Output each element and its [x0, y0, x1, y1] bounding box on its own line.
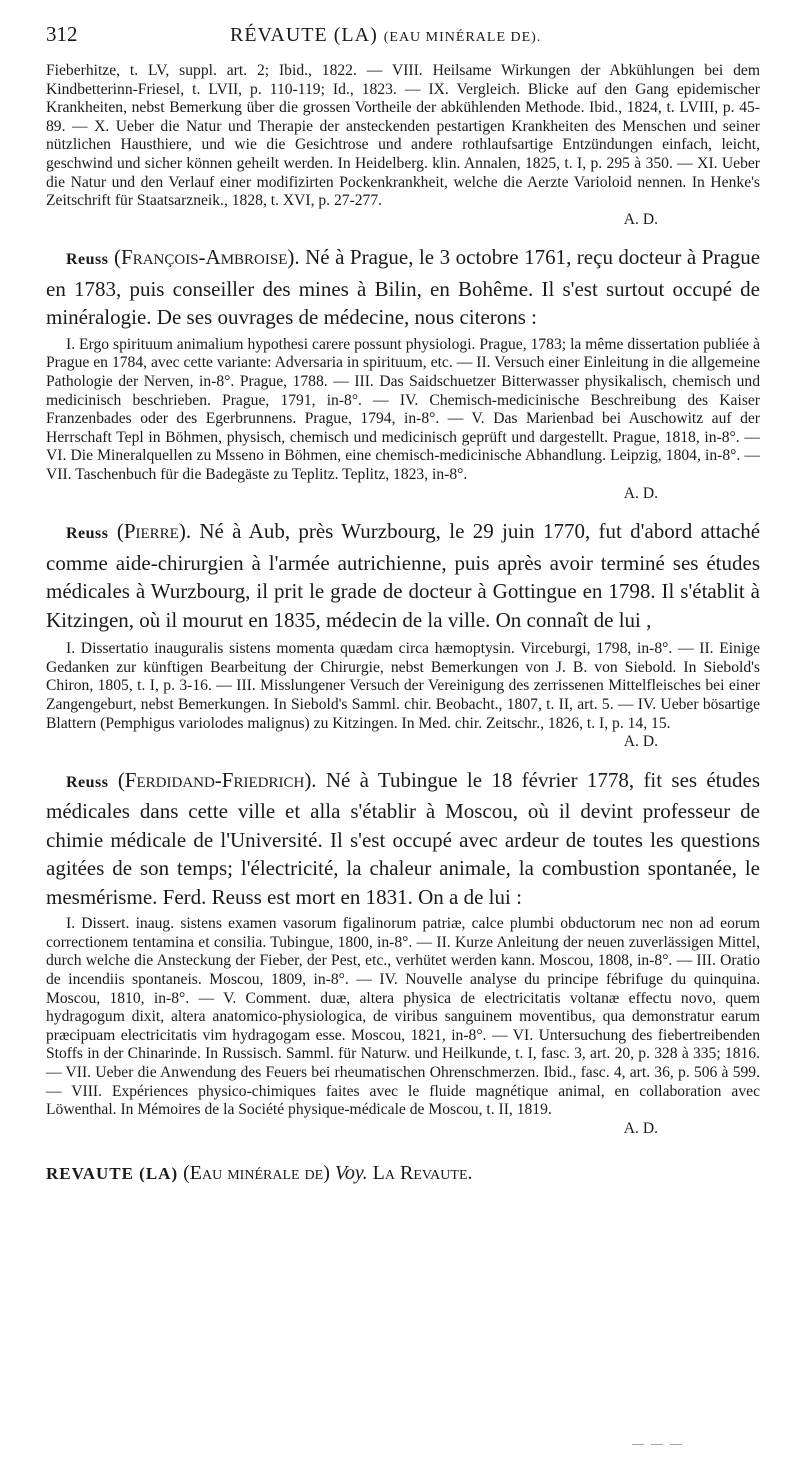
entry-works: I. Dissertatio inauguralis sistens momenta quædam circa hæmoptysin. Virceburgi, 1798, in-8°. — II. Einige Gedanken zur künftigen Bearbeitung der Chirurgie, nebst Bemerkungen von J. B. von Siebold. In Siebold's Chiron, 1805, t. I, p. 3-16. — III. Misslungener Versuch der Vereinigung des zerrissenen Mittelfleisches bei einer Zangengeburt, nebst Bemerkungen. In Siebold's Samml. chir. Beobacht., 1807, t. II, art. 5. — IV. Ueber bösartige Blattern (Pemphigus variolodes malignus) zu Kitzingen. In Med. chir. Zeitschr., 1826, t. I, p. 14, 15.	[46, 640, 760, 732]
continuation-signature: A. D.	[623, 210, 658, 228]
running-title-main: RÉVAUTE (LA)	[230, 24, 378, 46]
running-title-sub: (EAU MINÉRALE DE).	[383, 30, 542, 45]
running-title	[230, 24, 541, 47]
entry-given-name: (François-Ambroise).	[114, 245, 300, 270]
entry-bio: Né à Prague, le 3 octobre 1761, reçu docteur à Prague en 1783, puis conseiller des mines à Bilin, en Bohême. Il s'est surtout occupé de minéralogie. De ses ouvrages de médecine, nous citerons :	[46, 245, 761, 330]
crossref-middle: (Eau minérale de)	[183, 1162, 330, 1185]
entry-bio: Né à Aub, près Wurzbourg, le 29 juin 1770, fut d'abord attaché comme aide-chirurgien à l'armée autrichienne, puis après avoir terminé ses études médicales à Wurzbourg, il prit le grade de docteur à Gottingue en 1798. Il s'établit à Kitzingen, où il mourut en 1835, médecin de la ville. On connaît de lui ,	[46, 519, 761, 632]
entry-reuss-ferdinand	[46, 766, 760, 1139]
page-number: 312	[46, 22, 78, 46]
entry-signature: A. D.	[623, 733, 658, 751]
entry-given-name: (Ferdidand-Friedrich).	[117, 767, 317, 792]
entry-name: Reuss	[66, 251, 109, 269]
entry-bio: Né à Tubingue le 18 février 1778, fit ses études médicales dans cette ville et alla s'établir à Moscou, où il devint professeur de chimie médicale de l'Université. Il s'est occupé avec ardeur de toutes les questions agitées de son temps; l'électricité, la chaleur animale, la combustion spontanée, le mesmérisme. Ferd. Reuss est mort en 1831. On a de lui :	[46, 767, 761, 909]
entry-name: Reuss	[66, 525, 109, 543]
entry-works: I. Ergo spirituum animalium hypothesi carere possunt physiologi. Prague, 1783; la même dissertation publiée à Prague en 1784, avec cette variante: Adversaria in spirituum, etc. — II. Versuch einer Einleitung in die allgemeine Pathologie der Nerven, in-8°. Prague, 1788. — III. Das Saidschuetzer Bitterwasser physikalisch, chemisch und medicinisch beschrieben. Prague, 1791, in-8°. — IV. Chemisch-medicinische Beschreibung des Kaiser Franzenbades oder des Egerbrunnens. Prague, 1794, in-8°. — V. Das Marienbad bei Auschowitz auf der Herrschaft Tepl in Böhmen, physisch, chemisch und medicinisch geprüft und dargestellt. Prague, 1818, in-8°. — VI. Die Mineralquellen zu Msseno in Böhmen, eine chemisch-medicinische Abhandlung. Leipzig, 1804, in-8°. — VII. Taschenbuch für die Badegäste zu Teplitz. Teplitz, 1823, in-8°.	[46, 335, 760, 483]
entry-name: Reuss	[66, 773, 109, 791]
page-header	[46, 22, 760, 56]
crossref-head: REVAUTE (LA)	[46, 1164, 179, 1184]
footer-mark: — — —	[632, 1436, 684, 1450]
entry-works: I. Dissert. inaug. sistens examen vasorum figalinorum patriæ, calce plumbi obductorum nec non ad eorum correctionem tentamina et consilia. Tubingue, 1800, in-8°. — II. Kurze Anleitung der neuen zuverlässigen Mittel, durch welche die Ansteckung der Fieber, der Pest, etc., verhütet werden kann. Moscou, 1808, in-8°. — III. Oratio de incendiis spontaneis. Moscou, 1809, in-8°. — IV. Nouvelle analyse du principe fébrifuge du quinquina. Moscou, 1810, in-8°. — V. Comment. duæ, altera physica de electricitatis voltanæ effectu novo, quem hydragogum dixit, altera anatomico-physiologica, de viribus sanguinem moventibus, qua demonstratur earum præcipuam electricitatis vim hydragogam esse. Moscou, 1821, in-8°. — VI. Untersuchung des fiebertreibenden Stoffs in der Chinarinde. In Russisch. Samml. für Naturw. und Heilkunde, t. I, fasc. 3, art. 20, p. 328 à 335; 1816. — VII. Ueber die Anwendung des Feuers bei rheumatischen Ohrenschmerzen. Ibid., fasc. 4, art. 36, p. 506 à 599. — VIII. Expériences physico-chimiques faites avec le fluide magnétique animal, en collaboration avec Löwenthal. In Mémoires de la Société physique-médicale de Moscou, t. II, 1819.	[46, 915, 760, 1119]
crossref-target: La Revaute.	[372, 1162, 473, 1185]
entry-signature: A. D.	[623, 484, 658, 502]
crossref-voy: Voy.	[334, 1162, 368, 1185]
entry-given-name: (Pierre).	[116, 519, 192, 544]
entry-signature: A. D.	[623, 1119, 658, 1137]
crossref-entry	[46, 1162, 760, 1185]
entry-reuss-pierre	[46, 517, 760, 752]
continuation-text: Fieberhitze, t. LV, suppl. art. 2; Ibid., 1822. — VIII. Heilsame Wirkungen der Abkühlungen bei dem Kindbetterinn-Friesel, t. LVII, p. 110-119; Id., 1823. — IX. Vergleich. Blicke auf den Gang epidemischer Krankheiten, nebst Bemerkung über die grossen Vortheile der abkühlenden Methode. Ibid., 1824, t. LVIII, p. 45-89. — X. Ueber die Natur und Therapie der ansteckenden pestartigen Krankheiten des Menschen und seiner nützlichen Hausthiere, und wie die Gesichtrose und andere rothlaufsartige Entzündungen einfach, leicht, geschwind und sicher können geheilt werden. In Heidelberg. klin. Annalen, 1825, t. I, p. 295 à 350. — XI. Ueber die Natur und den Verlauf einer modifizirten Pockenkrankheit, welche die Aerzte Varioloid nennen. In Henke's Zeitschrift für Staatsarzneik., 1828, t. XVI, p. 27-277.	[46, 62, 760, 210]
entry-reuss-francois	[46, 243, 760, 503]
